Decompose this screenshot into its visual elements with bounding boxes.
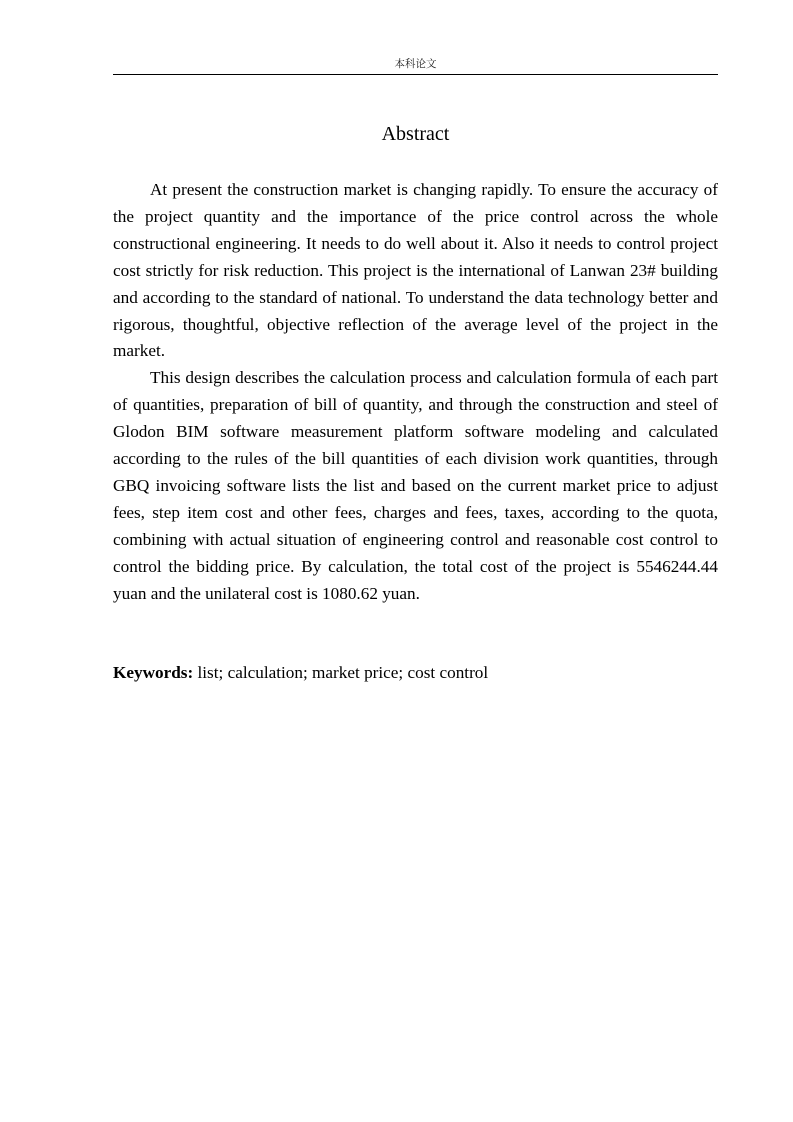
abstract-paragraph-2: This design describes the calculation process and calculation formula of each part of quantities, preparation of bill of quantity, and through the construction and steel of Glodon BIM software measurement platform software modeling and calculated according to the rules of the bill quantities of each division work quantities, through GBQ invoicing software lists the list and based on the current market price to adjust fees, step item cost and other fees, charges and fees, taxes, according to the quota, combining with actual situation of engineering control and reasonable cost control to control the bidding price. By calculation, the total cost of the project is 5546244.44 yuan and the unilateral cost is 1080.62 yuan. [113,368,718,603]
keywords-line [113,660,718,687]
page-header [113,57,718,75]
keywords-text: list; calculation; market price; cost control [193,663,489,682]
keywords-label: Keywords: [113,663,194,682]
running-title: 本科论文 [394,58,437,70]
abstract-paragraph-1: At present the construction market is changing rapidly. To ensure the accuracy of the project quantity and the importance of the price control across the whole constructional engineering. It needs to do well about it. Also it needs to control project cost strictly for risk reduction. This project is the international of Lanwan 23# building and according to the standard of national. To understand the data technology better and rigorous, thoughtful, objective reflection of the average level of the project in the market. [113,180,718,361]
abstract-body [113,177,718,608]
abstract-title: Abstract [381,123,450,145]
